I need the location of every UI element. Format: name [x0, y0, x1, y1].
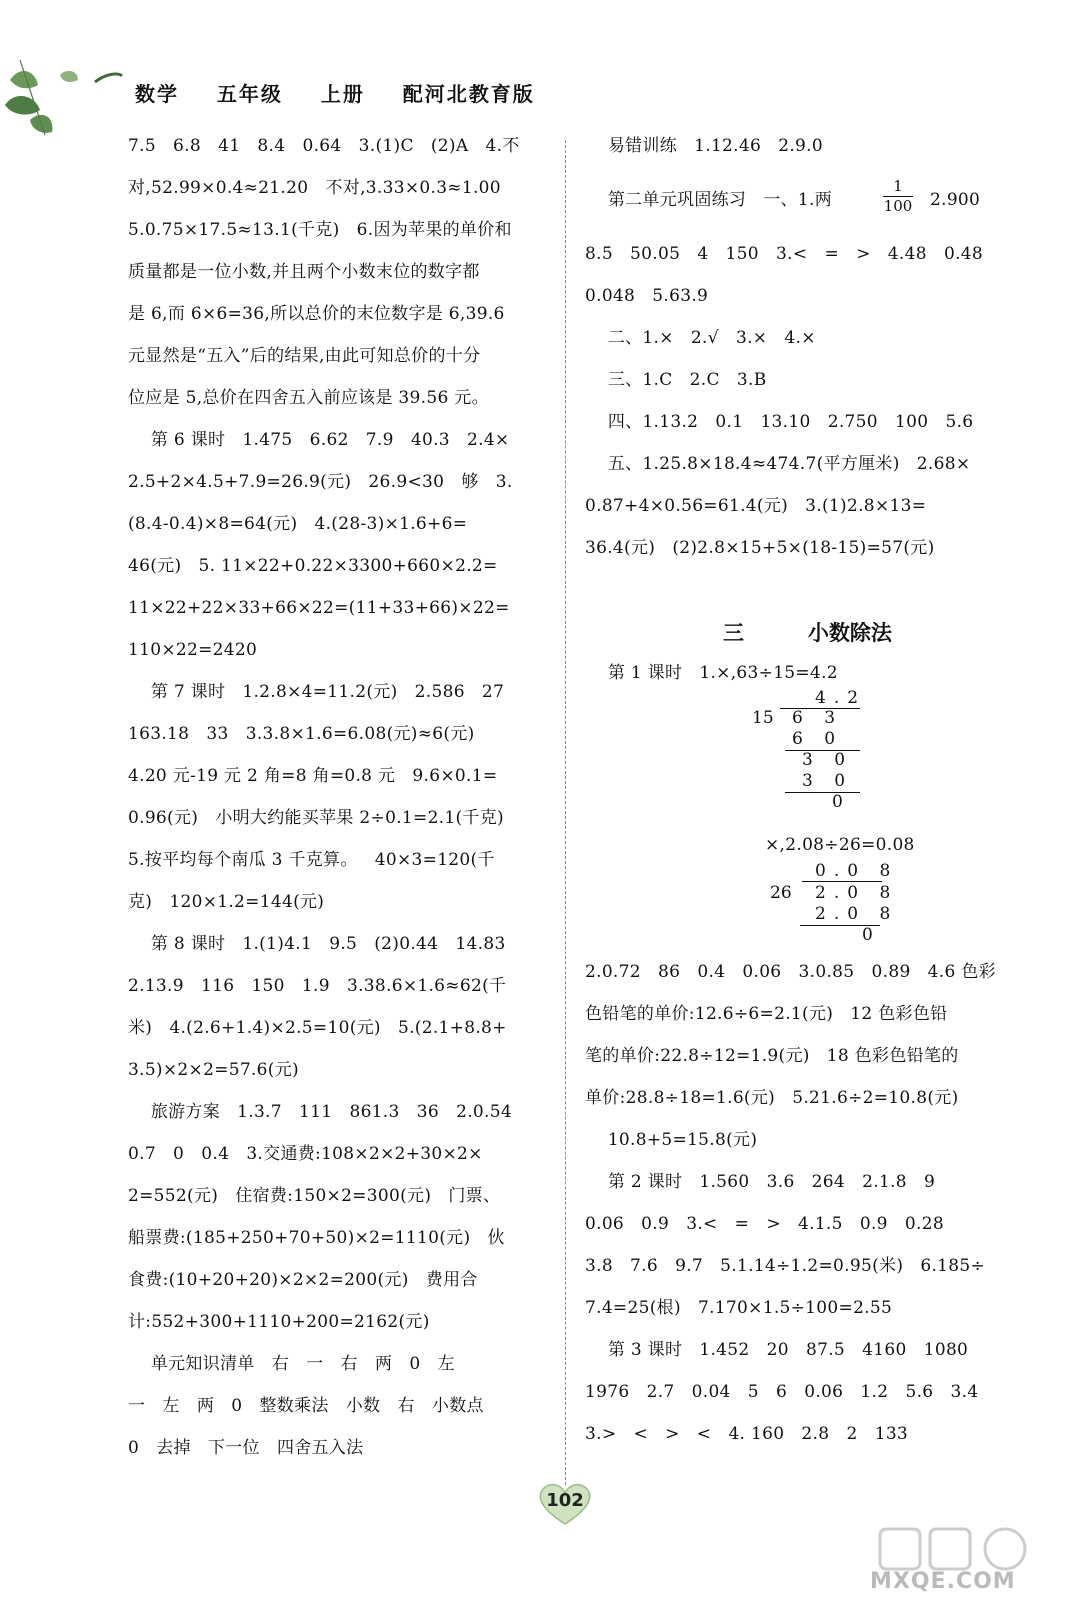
header-title: 数学 五年级 上册 配河北教育版 [135, 82, 535, 106]
text-line: 色铅笔的单价:12.6÷6=2.1(元) 12 色彩色铅 [585, 1004, 948, 1024]
text-line: 110×22=2420 [128, 640, 258, 660]
text-line: 2.13.9 116 150 1.9 3.38.6×1.6≈62(千 [128, 976, 507, 996]
text-line: 5.0.75×17.5≈13.1(千克) 6.因为苹果的单价和 [128, 220, 512, 240]
text-line: 笔的单价:22.8÷12=1.9(元) 18 色彩色铅笔的 [585, 1046, 959, 1066]
text-line: 食费:(10+20+20)×2×2=200(元) 费用合 [128, 1270, 478, 1290]
step-line: 6 0 [792, 729, 844, 749]
text-line: 0 去掉 下一位 四舍五入法 [128, 1438, 364, 1458]
text-line: 位应是 5,总价在四舍五入前应该是 39.56 元。 [128, 388, 489, 408]
remainder: 0 [862, 925, 881, 945]
text-line: ×,2.08÷26=0.08 [765, 835, 915, 855]
text-line: 46(元) 5. 11×22+0.22×3300+660×2.2= [128, 556, 498, 576]
text-line: 第 2 课时 1.560 3.6 264 2.1.8 9 [585, 1172, 936, 1192]
text-line: 3.> < > < 4. 160 2.8 2 133 [585, 1424, 909, 1444]
remainder: 0 [832, 792, 851, 812]
lesson-heading: 第 1 课时 1.×,63÷15=4.2 [585, 663, 838, 683]
text-line: 7.4=25(根) 7.170×1.5÷100=2.55 [585, 1298, 893, 1318]
text-line: 0.87+4×0.56=61.4(元) 3.(1)2.8×13= [585, 496, 927, 516]
step-line: 3 0 [802, 771, 854, 791]
text-line: 3.8 7.6 9.7 5.1.14÷1.2=0.95(米) 6.185÷ [585, 1256, 986, 1276]
text-line: 克) 120×1.2=144(元) [128, 892, 325, 912]
text-line: 第 7 课时 1.2.8×4=11.2(元) 2.586 27 [128, 682, 505, 702]
watermark-logo-icon [870, 1525, 1040, 1573]
text-line: 7.5 6.8 41 8.4 0.64 3.(1)C (2)A 4.不 [128, 136, 520, 156]
quotient: 0.0 8 [815, 861, 899, 881]
text-line: 第 8 课时 1.(1)4.1 9.5 (2)0.44 14.83 [128, 934, 506, 954]
page-header [0, 60, 1066, 140]
text-line: 3.5)×2×2=57.6(元) [128, 1060, 299, 1080]
text-line: 2=552(元) 住宿费:150×2=300(元) 门票、 [128, 1186, 501, 1206]
page-number-badge [530, 1478, 600, 1528]
divisor: 26 [770, 883, 792, 903]
divisor: 15 [752, 708, 774, 728]
text-line: 0.048 5.63.9 [585, 286, 709, 306]
text-line: 第 3 课时 1.452 20 87.5 4160 1080 [585, 1340, 969, 1360]
text-line: 2.900 [930, 190, 981, 210]
text-line: 船票费:(185+250+70+50)×2=1110(元) 伙 [128, 1228, 505, 1248]
text-line: 0.7 0 0.4 3.交通费:108×2×2+30×2× [128, 1144, 483, 1164]
text-line: 36.4(元) (2)2.8×15+5×(18-15)=57(元) [585, 538, 935, 558]
section-title: 三 小数除法 [723, 621, 892, 645]
long-division-1 [750, 688, 870, 812]
text-line: 第二单元巩固练习 一、1.两 [585, 190, 833, 210]
text-line: 米) 4.(2.6+1.4)×2.5=10(元) 5.(2.1+8.8+ [128, 1018, 507, 1038]
text-line: 第 6 课时 1.475 6.62 7.9 40.3 2.4× [128, 430, 510, 450]
long-division-2 [770, 861, 899, 971]
dividend: 2.0 8 [815, 883, 899, 903]
watermark-text: MXQE.COM [870, 1569, 1016, 1594]
text-line: 10.8+5=15.8(元) [585, 1130, 758, 1150]
text-line: 2.0.72 86 0.4 0.06 3.0.85 0.89 4.6 色彩 [585, 962, 996, 982]
page-number: 102 [546, 1490, 584, 1511]
text-line: 11×22+22×33+66×22=(11+33+66)×22= [128, 598, 510, 618]
text-line: 一 左 两 0 整数乘法 小数 右 小数点 [128, 1396, 484, 1416]
step-line: 3 0 [802, 750, 854, 770]
text-line: 2.5+2×4.5+7.9=26.9(元) 26.9<30 够 3. [128, 472, 513, 492]
leaf-decoration-icon [0, 60, 130, 140]
division-bar [802, 881, 882, 882]
text-line: 5.按平均每个南瓜 3 千克算。 40×3=120(千 [128, 850, 495, 870]
fraction [883, 177, 913, 215]
text-line: 0.06 0.9 3.< = > 4.1.5 0.9 0.28 [585, 1214, 944, 1234]
text-line: 8.5 50.05 4 150 3.< = > 4.48 0.48 [585, 244, 984, 264]
text-line: 元显然是“五入”后的结果,由此可知总价的十分 [128, 346, 481, 366]
text-line: (8.4-0.4)×8=64(元) 4.(28-3)×1.6+6= [128, 514, 468, 534]
dividend: 6 3 [792, 708, 844, 728]
text-line: 1976 2.7 0.04 5 6 0.06 1.2 5.6 3.4 [585, 1382, 979, 1402]
text-line: 二、1.× 2.√ 3.× 4.× [585, 328, 816, 348]
watermark [870, 1525, 1040, 1595]
text-line: 四、1.13.2 0.1 13.10 2.750 100 5.6 [585, 412, 974, 432]
text-line: 三、1.C 2.C 3.B [585, 370, 767, 390]
text-line: 对,52.99×0.4≈21.20 不对,3.33×0.3≈1.00 [128, 178, 501, 198]
text-line: 是 6,而 6×6=36,所以总价的末位数字是 6,39.6 [128, 304, 505, 324]
step-line: 2.0 8 [815, 904, 899, 924]
text-line: 单价:28.8÷18=1.6(元) 5.21.6÷2=10.8(元) [585, 1088, 959, 1108]
text-line: 单元知识清单 右 一 右 两 0 左 [128, 1354, 455, 1374]
fraction-numerator: 1 [893, 177, 903, 195]
text-line: 旅游方案 1.3.7 111 861.3 36 2.0.54 [128, 1102, 512, 1122]
text-line: 五、1.25.8×18.4≈474.7(平方厘米) 2.68× [585, 454, 971, 474]
text-line: 计:552+300+1110+200=2162(元) [128, 1312, 430, 1332]
text-line: 4.20 元-19 元 2 角=8 角=0.8 元 9.6×0.1= [128, 766, 498, 786]
text-line: 易错训练 1.12.46 2.9.0 [585, 136, 823, 156]
column-divider [565, 140, 566, 1485]
text-line: 质量都是一位小数,并且两个小数末位的数字都 [128, 262, 480, 282]
fraction-denominator: 100 [883, 197, 913, 215]
quotient: 4.2 [815, 688, 867, 708]
text-line: 0.96(元) 小明大约能买苹果 2÷0.1=2.1(千克) [128, 808, 504, 828]
text-line: 163.18 33 3.3.8×1.6=6.08(元)≈6(元) [128, 724, 475, 744]
